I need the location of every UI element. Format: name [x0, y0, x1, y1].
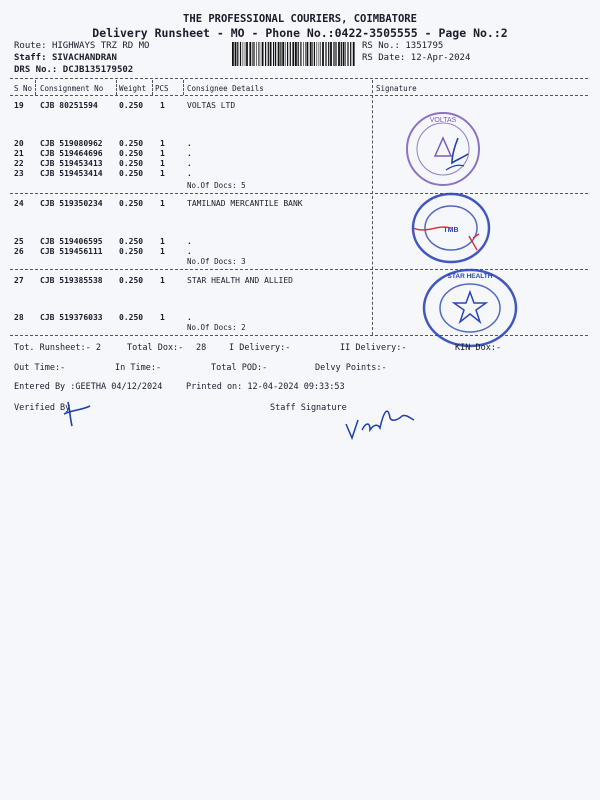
- route-label: Route:: [14, 41, 47, 51]
- row-consignment: CJB 519456111: [40, 247, 103, 256]
- row-weight: 0.250: [119, 199, 144, 208]
- col-header-consignment: Consignment No: [40, 84, 104, 93]
- verifier-signature: [60, 396, 100, 430]
- row-sno: 21: [14, 149, 24, 158]
- route-value: HIGHWAYS TRZ RD MO: [51, 41, 150, 51]
- out-time: Out Time:-: [14, 363, 66, 373]
- row-weight: 0.250: [119, 276, 144, 285]
- col-header-weight: Weight: [119, 84, 147, 93]
- docs-count: No.Of Docs: 3: [187, 257, 246, 266]
- barcode-bar: [232, 42, 234, 66]
- barcode-bar: [350, 42, 351, 66]
- barcode-bar: [328, 42, 329, 66]
- barcode-bar: [282, 42, 284, 66]
- row-sno: 23: [14, 169, 24, 178]
- row-consignee: VOLTAS LTD: [187, 101, 236, 110]
- barcode-bar: [317, 42, 318, 66]
- company-name: THE PROFESSIONAL COURIERS, COIMBATORE: [183, 13, 417, 25]
- barcode-bar: [260, 42, 261, 66]
- barcode-bar: [253, 42, 254, 66]
- barcode-bar: [298, 42, 299, 66]
- row-consignee: .: [187, 149, 192, 158]
- column-divider: [183, 80, 184, 95]
- barcode-bar: [325, 42, 326, 66]
- row-consignee: .: [187, 169, 192, 178]
- table-header-rule: [10, 95, 588, 96]
- barcode-bar: [335, 42, 336, 66]
- barcode-bar: [240, 42, 241, 66]
- row-consignment: CJB 519385538: [40, 276, 103, 285]
- row-consignment: CJB 519376033: [40, 313, 103, 322]
- row-pcs: 1: [160, 159, 165, 168]
- barcode-bar: [341, 42, 342, 66]
- row-pcs: 1: [160, 101, 165, 110]
- row-weight: 0.250: [119, 101, 144, 110]
- row-consignment: CJB 519080962: [40, 139, 103, 148]
- barcode-bar: [312, 42, 313, 66]
- row-pcs: 1: [160, 169, 165, 178]
- row-weight: 0.250: [119, 149, 144, 158]
- row-weight: 0.250: [119, 247, 144, 256]
- barcode-bar: [300, 42, 301, 66]
- row-consignee: .: [187, 139, 192, 148]
- total-dox-value: 28: [196, 343, 207, 353]
- row-weight: 0.250: [119, 139, 144, 148]
- entered-by: Entered By :GEETHA 04/12/2024: [14, 382, 163, 392]
- barcode-bar: [235, 42, 237, 66]
- group-divider: [10, 193, 588, 194]
- row-sno: 28: [14, 313, 24, 322]
- row-weight: 0.250: [119, 159, 144, 168]
- row-pcs: 1: [160, 247, 165, 256]
- in-time: In Time:-: [115, 363, 162, 373]
- barcode-bar: [338, 42, 340, 66]
- row-weight: 0.250: [119, 313, 144, 322]
- barcode-bar: [292, 42, 294, 66]
- runsheet-title: Delivery Runsheet - MO - Phone No.:0422-3505555 - Page No.:2: [92, 26, 508, 40]
- barcode-bar: [273, 42, 274, 66]
- barcode-image: [231, 42, 355, 66]
- row-pcs: 1: [160, 313, 165, 322]
- drs-value: DCJB135179502: [62, 65, 134, 75]
- row-sno: 25: [14, 237, 24, 246]
- total-pod: Total POD:-: [211, 363, 268, 373]
- row-sno: 20: [14, 139, 24, 148]
- row-consignment: CJB 519453414: [40, 169, 103, 178]
- barcode-bar: [285, 42, 286, 66]
- barcode-bar: [290, 42, 291, 66]
- barcode-bar: [319, 42, 320, 66]
- column-divider: [116, 80, 117, 95]
- delvy-points: Delvy Points:-: [315, 363, 387, 373]
- col-header-pcs: PCS: [155, 84, 169, 93]
- row-pcs: 1: [160, 199, 165, 208]
- rs-date-value: 12-Apr-2024: [410, 53, 471, 63]
- barcode-bar: [268, 42, 269, 66]
- drs-line: [14, 65, 133, 75]
- barcode-bar: [280, 42, 281, 66]
- barcode-bar: [345, 42, 346, 66]
- barcode-bar: [287, 42, 288, 66]
- barcode-bar: [322, 42, 324, 66]
- barcode-bar: [270, 42, 272, 66]
- staff-line: [14, 53, 117, 63]
- rs-date-line: [362, 53, 470, 63]
- route-line: [14, 41, 149, 51]
- rs-no-label: RS No.:: [362, 41, 400, 51]
- column-divider: [152, 80, 153, 95]
- barcode-bar: [252, 42, 253, 66]
- barcode-bar: [347, 42, 348, 66]
- row-consignee: .: [187, 313, 192, 322]
- barcode-bar: [303, 42, 304, 66]
- barcode-bar: [249, 42, 251, 66]
- tmb-stamp-text: TMB: [443, 227, 459, 234]
- row-consignment: CJB 519453413: [40, 159, 103, 168]
- tot-runsheet: Tot. Runsheet:- 2: [14, 343, 101, 353]
- barcode-bar: [295, 42, 297, 66]
- row-consignment: CJB 519350234: [40, 199, 103, 208]
- row-sno: 24: [14, 199, 24, 208]
- total-dox-label: Total Dox:-: [127, 343, 184, 353]
- row-sno: 27: [14, 276, 24, 285]
- signature-column-divider: [372, 80, 373, 335]
- row-consignment: CJB 519464696: [40, 149, 103, 158]
- row-consignee: STAR HEALTH AND ALLIED: [187, 276, 293, 285]
- barcode-bar: [265, 42, 266, 66]
- barcode-bar: [237, 42, 238, 66]
- i-delivery: I Delivery:-: [229, 343, 291, 353]
- col-header-signature: Signature: [376, 84, 417, 93]
- barcode-bar: [307, 42, 309, 66]
- column-divider: [35, 80, 36, 95]
- barcode-bar: [262, 42, 264, 66]
- row-consignment: CJB 519406595: [40, 237, 103, 246]
- barcode-bar: [320, 42, 321, 66]
- docs-count: No.Of Docs: 5: [187, 181, 246, 190]
- staff-value: SIVACHANDRAN: [51, 53, 117, 63]
- drs-label: DRS No.:: [14, 65, 58, 75]
- docs-count: No.Of Docs: 2: [187, 323, 246, 332]
- ii-delivery: II Delivery:-: [340, 343, 407, 353]
- col-header-sno: S No: [14, 84, 33, 93]
- barcode-bar: [330, 42, 332, 66]
- row-consignment: CJB 80251594: [40, 101, 98, 110]
- col-header-consignee: Consignee Details: [187, 84, 264, 93]
- row-sno: 22: [14, 159, 24, 168]
- barcode-bar: [305, 42, 306, 66]
- row-sno: 19: [14, 101, 24, 110]
- row-weight: 0.250: [119, 169, 144, 178]
- barcode-bar: [333, 42, 334, 66]
- barcode-bar: [256, 42, 257, 66]
- barcode-bar: [243, 42, 244, 66]
- staff-signature-label: Staff Signature: [270, 403, 347, 413]
- tmb-stamp: [407, 188, 495, 268]
- barcode-bar: [275, 42, 276, 66]
- row-pcs: 1: [160, 139, 165, 148]
- barcode-bar: [314, 42, 315, 66]
- row-consignee: TAMILNAD MERCANTILE BANK: [187, 199, 303, 208]
- verified-by: Verified By: [14, 403, 71, 413]
- table-top-rule: [10, 78, 588, 79]
- barcode-bar: [258, 42, 259, 66]
- star-stamp-text: STAR HEALTH: [447, 273, 493, 280]
- staff-signature: [340, 400, 420, 444]
- voltas-stamp: [402, 108, 484, 190]
- row-consignee: .: [187, 247, 192, 256]
- rs-no-line: [362, 41, 443, 51]
- barcode-bar: [245, 42, 246, 66]
- kin-dox: KIN Dox:-: [455, 343, 502, 353]
- rs-no-value: 1351795: [405, 41, 444, 51]
- row-consignee: .: [187, 237, 192, 246]
- barcode-bar: [278, 42, 280, 66]
- barcode-bar: [246, 42, 248, 66]
- row-pcs: 1: [160, 149, 165, 158]
- row-sno: 26: [14, 247, 24, 256]
- row-pcs: 1: [160, 276, 165, 285]
- barcode-bar: [343, 42, 345, 66]
- star-health-stamp: [420, 266, 520, 350]
- voltas-stamp-text: VOLTAS: [429, 117, 457, 124]
- row-pcs: 1: [160, 237, 165, 246]
- barcode-bar: [353, 42, 355, 66]
- staff-label: Staff:: [14, 53, 47, 63]
- row-weight: 0.250: [119, 237, 144, 246]
- barcode-bar: [310, 42, 312, 66]
- rs-date-label: RS Date:: [362, 53, 406, 63]
- printed-on: Printed on: 12-04-2024 09:33:53: [186, 382, 345, 392]
- row-consignee: .: [187, 159, 192, 168]
